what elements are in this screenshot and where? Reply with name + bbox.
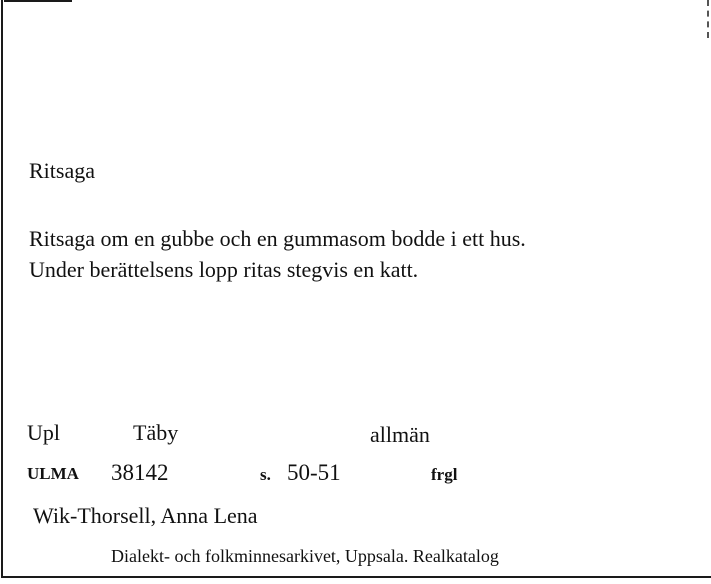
description-line-1: Ritsaga om en gubbe och en gummasom bodde i ett hus. <box>29 226 526 251</box>
record-number: 38142 <box>111 460 169 485</box>
category-label: allmän <box>370 422 430 447</box>
pages-label: s. <box>260 465 271 484</box>
card-top-edge-mark <box>4 0 72 2</box>
card-title: Ritsaga <box>29 158 95 183</box>
card-footer: Dialekt- och folkminnesarkivet, Uppsala. Realkatalog <box>111 546 499 566</box>
archive-code: ULMA <box>27 464 79 483</box>
place-name: Täby <box>133 420 179 445</box>
genre-code: frgl <box>431 465 458 484</box>
card-left-border <box>1 0 3 578</box>
description-line-2: Under berättelsens lopp ritas stegvis en katt. <box>29 257 419 282</box>
card-bottom-border <box>1 576 711 578</box>
informant-name: Wik-Thorsell, Anna Lena <box>33 503 258 528</box>
card-right-edge-mark <box>707 0 711 38</box>
page-range: 50-51 <box>287 460 341 485</box>
region-code: Upl <box>27 420 60 445</box>
